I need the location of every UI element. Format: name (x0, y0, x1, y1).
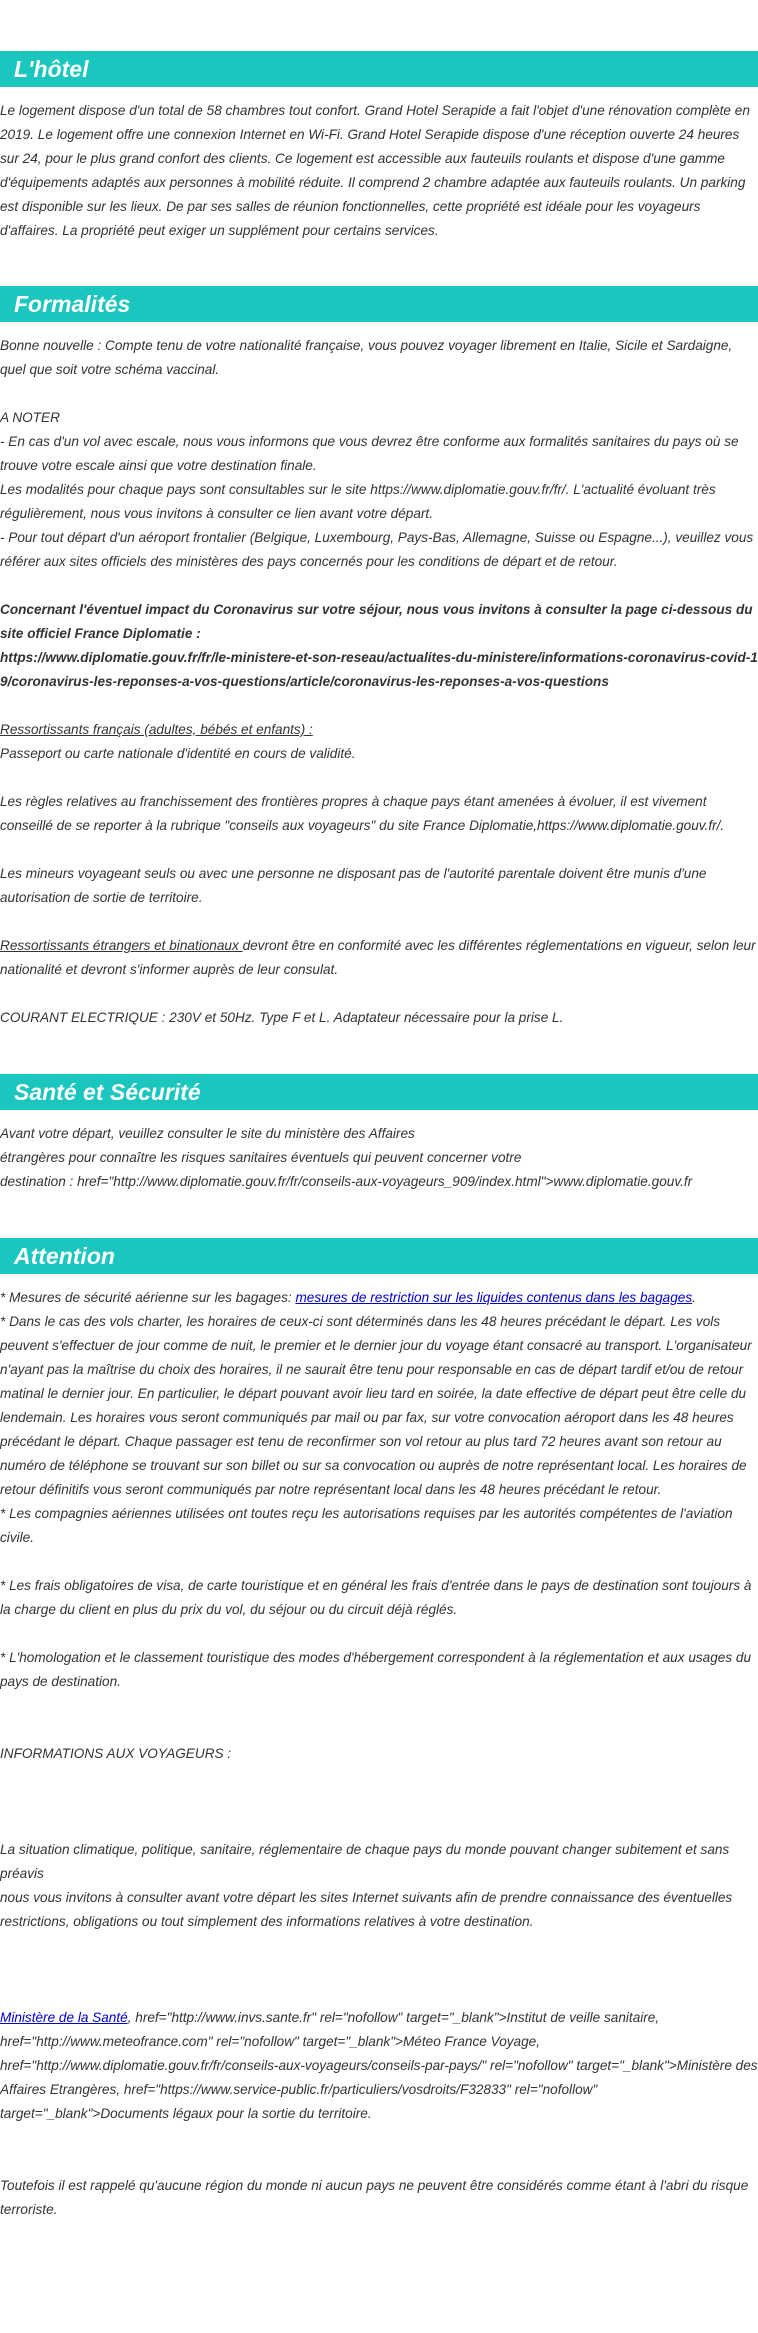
note-escale: - En cas d'un vol avec escale, nous vous informons que vous devrez être conforme aux formalités sanitaires du pays où se trouve votre escale ainsi que votre destination finale. (0, 434, 739, 473)
etrangers-paragraph (0, 934, 758, 982)
frais-text: * Les frais obligatoires de visa, de carte touristique et en général les frais d'entrée dans le pays de destination sont toujours à la charge du client en plus du prix du vol, du séjour ou du circuit déjà réglés. (0, 1578, 752, 1617)
mineurs-text: Les mineurs voyageant seuls ou avec une personne ne disposant pas de l'autorité parentale doivent être munis d'une autorisation de sortie de territoire. (0, 866, 707, 905)
a-noter-label: A NOTER (0, 410, 60, 425)
hotel-section (0, 51, 758, 243)
bagages-prefix: * Mesures de sécurité aérienne sur les bagages: (0, 1290, 296, 1305)
etrangers-text: devront être en conformité avec les différentes réglementations en vigueur, selon leur nationalité et devront s'informer auprès de leur consulat. (0, 938, 756, 977)
note-modalites: Les modalités pour chaque pays sont consultables sur le site https://www.diplomatie.gouv.fr/fr/. L'actualité évoluant très régulièrement, nous vous invitons à consulter ce lien avant votre départ. (0, 482, 716, 521)
ressortissants-title: Ressortissants français (adultes, bébés et enfants) : (0, 722, 313, 737)
sante-section-title: Santé et Sécurité (0, 1074, 758, 1110)
bagages-paragraph (0, 1286, 758, 1310)
bagages-suffix: . (692, 1290, 696, 1305)
terrorisme-text: Toutefois il est rappelé qu'aucune région du monde ni aucun pays ne peuvent être considérés comme étant à l'abri du risque terroriste. (0, 2178, 749, 2217)
formalites-intro: Bonne nouvelle : Compte tenu de votre nationalité française, vous pouvez voyager librement en Italie, Sicile et Sardaigne, quel que soit votre schéma vaccinal. (0, 338, 733, 377)
sante-line-3: destination : href="http://www.diplomatie.gouv.fr/fr/conseils-aux-voyageurs_909/index.html">www.diplomatie.gouv.fr (0, 1174, 693, 1189)
ressortissants-text: Passeport ou carte nationale d'identité en cours de validité. (0, 746, 356, 761)
formalites-section-title: Formalités (0, 286, 758, 322)
homologation-text: * L'homologation et le classement touristique des modes d'hébergement correspondent à la réglementation et aux usages du pays de destination. (0, 1650, 752, 1689)
situation-text-2: nous vous invitons à consulter avant votre départ les sites Internet suivants afin de prendre connaissance des éventuelles restrictions, obligations ou tout simplement des informations relatives à votre destination. (0, 1890, 733, 1929)
infos-voyageurs-title: INFORMATIONS AUX VOYAGEURS : (0, 1746, 232, 1761)
note-aeroport-frontalier: - Pour tout départ d'un aéroport frontalier (Belgique, Luxembourg, Pays-Bas, Allemagne, Suisse ou Espagne...), veuillez vous référer aux sites officiels des ministères des pays concernés pour les conditions de départ et de retour. (0, 530, 754, 569)
formalites-section (0, 286, 758, 1030)
situation-text-1: La situation climatique, politique, sanitaire, réglementaire de chaque pays du monde pouvant changer subitement et sans préavis (0, 1842, 730, 1881)
hotel-section-title: L'hôtel (0, 51, 758, 87)
sante-line-1: Avant votre départ, veuillez consulter le site du ministère des Affaires (0, 1126, 415, 1141)
frontieres-text: Les règles relatives au franchissement des frontières propres à chaque pays étant amenées à évoluer, il est vivement conseillé de se reporter à la rubrique "conseils aux voyageurs" du site France Diplomatie,https://www.diplomatie.gouv.fr/. (0, 794, 725, 833)
bagages-restriction-link[interactable]: mesures de restriction sur les liquides contenus dans les bagages (295, 1290, 693, 1305)
covid-url: https://www.diplomatie.gouv.fr/fr/le-ministere-et-son-reseau/actualites-du-ministere/informations-coronavirus-covid-19/coronavirus-les-reponses-a-vos-questions/article/coronavirus-les-reponses-a-vos-questions (0, 650, 758, 689)
sante-section (0, 1074, 758, 1194)
covid-notice (0, 598, 758, 694)
sante-line-2: étrangères pour connaître les risques sanitaires éventuels qui peuvent concerner votre (0, 1150, 522, 1165)
links-paragraph (0, 2006, 758, 2126)
ministere-sante-link[interactable]: Ministère de la Santé (0, 2010, 128, 2025)
covid-text: Concernant l'éventuel impact du Coronavirus sur votre séjour, nous vous invitons à consulter la page ci-dessous du site officiel France Diplomatie : (0, 602, 753, 641)
compagnies-text: * Les compagnies aériennes utilisées ont toutes reçu les autorisations requises par les autorités compétentes de l'aviation civile. (0, 1506, 733, 1545)
attention-section-title: Attention (0, 1238, 758, 1274)
etrangers-title: Ressortissants étrangers et binationaux (0, 938, 243, 953)
attention-section (0, 1238, 758, 2222)
charter-text: * Dans le cas des vols charter, les horaires de ceux-ci sont déterminés dans les 48 heures précédant le départ. Les vols peuvent s'effectuer de jour comme de nuit, le premier et le dernier jour du voyage étant consacré au transport. L'organisateur n'ayant pas la maîtrise du choix des horaires, il ne saurait être tenu pour responsable en cas de départ tardif et/ou de retour matinal le dernier jour. En particulier, le départ pouvant avoir lieu tard en soirée, la date effective de départ peut être celle du lendemain. Les horaires vous seront communiqués par mail ou par fax, sur votre convocation aéroport dans les 48 heures précédant le départ. Chaque passager est tenu de reconfirmer son vol retour au plus tard 72 heures avant son retour au numéro de téléphone se trouvant sur son billet ou sur sa convocation ou auprès de notre représentant local. Les horaires de retour définitifs vous seront communiqués par notre représentant local dans les 48 heures précédant le retour. (0, 1314, 752, 1497)
links-rest: , href="http://www.invs.sante.fr" rel="nofollow" target="_blank">Institut de veille sanitaire, href="http://www.meteofrance.com" rel="nofollow" target="_blank">Méteo France Voyage, href="http://www.diplomatie.gouv.fr/fr/conseils-aux-voyageurs/conseils-par-pays/" rel="nofollow" target="_blank">Ministère des Affaires Etrangères, href="https://www.service-public.fr/particuliers/vosdroits/F32833" rel="nofollow" target="_blank">Documents légaux pour la sortie du territoire. (0, 2010, 758, 2121)
courant-electrique: COURANT ELECTRIQUE : 230V et 50Hz. Type F et L. Adaptateur nécessaire pour la prise L. (0, 1010, 564, 1025)
hotel-description: Le logement dispose d'un total de 58 chambres tout confort. Grand Hotel Serapide a fait l'objet d'une rénovation complète en 2019. Le logement offre une connexion Internet en Wi-Fi. Grand Hotel Serapide dispose d'une réception ouverte 24 heures sur 24, pour le plus grand confort des clients. Ce logement est accessible aux fauteuils roulants et dispose d'une gamme d'équipements adaptés aux personnes à mobilité réduite. Il comprend 2 chambre adaptée aux fauteuils roulants. Un parking est disponible sur les lieux. De par ses salles de réunion fonctionnelles, cette propriété est idéale pour les voyageurs d'affaires. La propriété peut exiger un supplément pour certains services. (0, 103, 750, 238)
